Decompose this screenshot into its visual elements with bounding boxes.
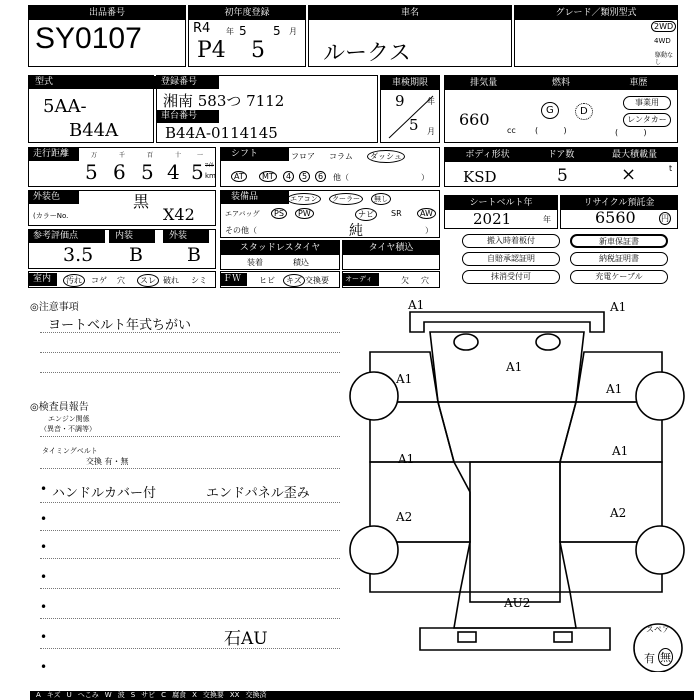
- displacement-unit: cc: [507, 126, 516, 135]
- equip-cooler: クーラー: [329, 193, 363, 205]
- lot-label: 出品番号: [29, 6, 185, 20]
- damage-hood: A1: [506, 360, 523, 374]
- model-box: [28, 75, 154, 143]
- bullet-3: •: [40, 540, 48, 554]
- fw-replace: 交換要: [305, 276, 329, 285]
- studless-loaded: 積込: [293, 258, 309, 267]
- seatbelt-box: [444, 195, 558, 229]
- legend-8: C: [161, 691, 167, 699]
- damage-front-bumper-left: A1: [408, 298, 425, 312]
- car-name: ルークス: [323, 41, 411, 66]
- equip-pw: PW: [295, 208, 314, 219]
- rear-bumper: [420, 628, 610, 650]
- paper-3: 納税証明書: [570, 252, 668, 266]
- body-value: KSD: [463, 168, 497, 186]
- roof: [470, 462, 560, 602]
- bullet-2: •: [40, 512, 48, 526]
- fw-crack: ヒビ: [259, 276, 275, 285]
- equip-ps: PS: [271, 208, 287, 219]
- capacity-unit: t: [669, 164, 673, 173]
- legend-4: W: [104, 691, 112, 699]
- color-no-value: X42: [163, 205, 195, 224]
- exterior-grade-label: 外装: [163, 230, 209, 243]
- shift-4: 4: [283, 171, 294, 182]
- studless-mounted: 装着: [247, 258, 263, 267]
- first-reg-year-typed: 5: [239, 24, 247, 38]
- mileage-digit-label-0: 万: [91, 152, 98, 159]
- shift-dash: ダッシュ: [367, 150, 405, 163]
- first-reg-year-hw: P4: [197, 38, 226, 63]
- damage-left-front: A1: [396, 372, 413, 386]
- car-name-label: 車名: [309, 6, 511, 20]
- equipment-label: 装備品: [221, 191, 289, 204]
- inspector-line-1: [40, 468, 340, 469]
- damage-left-door: A1: [398, 452, 415, 466]
- wheel-front-right: [636, 372, 684, 420]
- inspector-line-4: [40, 558, 340, 559]
- legend-1: キズ: [46, 691, 61, 699]
- legend-5: 波: [117, 691, 125, 699]
- displacement-label: 排気量: [470, 78, 498, 88]
- capacity-value: ×: [621, 164, 637, 185]
- interior-state-box: [28, 271, 216, 288]
- shift-5: 5: [299, 171, 310, 182]
- fuel-d: D: [575, 103, 593, 120]
- spec-header: [445, 76, 677, 90]
- exterior-grade-value: B: [187, 244, 201, 266]
- notes-line-1: [40, 332, 340, 333]
- grade-label: グレード／類別型式: [515, 6, 677, 20]
- drive-4wd: 4WD: [654, 37, 671, 45]
- mileage-digit-label-3: 十: [175, 152, 182, 159]
- fuel-g: G: [541, 102, 559, 119]
- shift-label: シフト: [221, 148, 289, 161]
- notes-text: ヨートベルト年式ちがい: [48, 318, 192, 333]
- tail-lamp-left: [458, 632, 476, 642]
- mileage-digit-2: 5: [141, 160, 154, 184]
- spare-none: 無: [658, 648, 673, 666]
- mileage-digit-label-1: 千: [119, 152, 126, 159]
- paper-2: 自賠承認証明: [462, 252, 560, 266]
- fw-label: ＦＷ: [221, 273, 247, 286]
- bullet-4: •: [40, 570, 48, 584]
- history-label: 車歴: [629, 78, 648, 88]
- exterior-color-box: [28, 190, 216, 226]
- legend-12: XX: [229, 691, 240, 699]
- equip-other-value: 純: [349, 223, 363, 239]
- legend-11: 交換要: [202, 691, 224, 699]
- shift-box: [220, 147, 440, 187]
- shift-other: 他（: [333, 173, 349, 182]
- inspection-label: 車検期限: [381, 76, 439, 90]
- audio-label: オーディオ: [343, 273, 379, 286]
- paper-0: 搬入時着板付: [462, 234, 560, 248]
- doors-label: ドア数: [547, 150, 575, 160]
- legend-13: 交換済: [245, 691, 267, 699]
- bullet-7: •: [40, 660, 48, 674]
- paper-5: 充電ケーブル: [570, 270, 668, 284]
- drive-2wd: 2WD: [651, 21, 676, 32]
- interior-stain: シミ: [191, 276, 207, 285]
- notes-label: ◎注意事項: [30, 302, 79, 313]
- fuel-label: 燃料: [551, 78, 570, 88]
- inspection-year: 9: [395, 92, 405, 110]
- first-reg-year-unit: 年: [226, 27, 234, 36]
- legend-9: 腐食: [172, 691, 187, 699]
- wheel-front-left: [350, 372, 398, 420]
- registration-value: 湘南 583つ 7112: [163, 92, 285, 110]
- fw-scratch: キズ: [283, 274, 305, 287]
- headlight-right: [536, 334, 560, 350]
- registration-label: 登録番号: [157, 76, 219, 89]
- ref-grade-value: 3.5: [63, 244, 94, 266]
- recycle-box: [560, 195, 678, 229]
- inspection-year-unit: 年: [427, 97, 435, 106]
- shift-column: コラム: [329, 152, 353, 161]
- wheel-rear-left: [350, 526, 398, 574]
- shift-6: 6: [315, 171, 326, 182]
- equipment-box: [220, 190, 440, 238]
- notes-line-2: [40, 352, 340, 353]
- timing-label: タイミングベルト: [42, 447, 98, 455]
- inspector-label: ◎検査員報告: [30, 402, 89, 413]
- body-box: [444, 147, 678, 187]
- equip-aw: AW: [417, 208, 436, 219]
- damage-right-rear: A2: [610, 506, 627, 520]
- bullet-6: •: [40, 630, 48, 644]
- interior-grade-label: 内装: [109, 230, 155, 243]
- mileage-label: 走行距離: [29, 148, 79, 161]
- bullet-1: •: [40, 482, 48, 496]
- tail-lamp-right: [554, 632, 572, 642]
- audio-box: [342, 271, 440, 296]
- equip-other-close: ）: [425, 226, 433, 235]
- history-business: 事業用: [623, 96, 671, 110]
- era: R4: [193, 21, 211, 36]
- studless-label: スタッドレスタイヤ: [221, 241, 339, 255]
- equip-other-label: その他（: [225, 226, 257, 235]
- inspector-line-5: [40, 588, 340, 589]
- equip-sr: SR: [391, 209, 402, 218]
- legend-0: A: [36, 691, 41, 699]
- first-reg-month-hw: 5: [251, 38, 265, 63]
- legend-6: S: [130, 691, 136, 699]
- displacement-value: 660: [459, 110, 490, 129]
- interior-state-label: 室内: [29, 273, 57, 286]
- mileage-digit-label-4: 一: [197, 152, 204, 159]
- mileage-unit-km: km: [205, 172, 216, 180]
- seatbelt-label: シートベルト年: [445, 196, 557, 210]
- grade-box: [514, 5, 678, 67]
- audio-hole: 穴: [421, 276, 429, 285]
- inspector-signature: 石AU: [224, 629, 268, 649]
- first-reg-month-typed: 5: [273, 24, 281, 38]
- first-reg-label: 初年度登録: [189, 6, 305, 20]
- studless-box: [220, 240, 340, 270]
- grades-box: [28, 229, 216, 269]
- mileage-digit-4: 5: [191, 160, 204, 184]
- wheel-rear-right: [636, 526, 684, 574]
- inspector-line-6: [40, 618, 340, 619]
- interior-tear: 破れ: [163, 276, 179, 285]
- shift-mt: MT: [259, 171, 277, 182]
- capacity-label: 最大積載量: [611, 150, 657, 160]
- interior-scuff: スレ: [137, 274, 159, 287]
- car-damage-diagram: [340, 292, 692, 672]
- inspector-line-7: [40, 648, 340, 649]
- seatbelt-value: 2021: [473, 210, 512, 228]
- color-no-label: (カラーNo.: [33, 212, 69, 220]
- equip-navi: ナビ: [355, 208, 377, 221]
- bullet-5: •: [40, 600, 48, 614]
- drive-none: 駆動なし: [655, 52, 674, 66]
- interior-hole: 穴: [117, 276, 125, 285]
- legend-strip: [30, 691, 694, 700]
- body-label: ボディ形状: [465, 150, 510, 160]
- exterior-color-value: 黒: [133, 192, 150, 211]
- model-line2: B44A: [69, 120, 119, 141]
- front-bumper: [410, 312, 604, 332]
- mileage-digit-3: 4: [167, 160, 180, 184]
- recycle-unit: 円: [661, 214, 669, 223]
- paper-4: 抹消受付可: [462, 270, 560, 284]
- first-reg-month-unit: 月: [289, 27, 297, 36]
- audio-missing: 欠: [401, 276, 409, 285]
- seatbelt-unit: 年: [543, 215, 551, 224]
- spare-label: スペア: [646, 625, 670, 634]
- ref-grade-label: 参考評価点: [29, 230, 105, 243]
- inspection-month: 5: [409, 116, 419, 134]
- mileage-digit-label-2: 百: [147, 152, 154, 159]
- engine-sub: （異音・不調等）: [40, 425, 96, 433]
- tire-loading-label: タイヤ積込: [343, 241, 439, 255]
- damage-front-bumper-right: A1: [610, 300, 627, 314]
- spec-box: [444, 75, 678, 143]
- inspector-note-2: エンドパネル歪み: [206, 486, 310, 501]
- car-name-box: [308, 5, 512, 67]
- model-label: 型式: [29, 76, 161, 89]
- mileage-digit-0: 5: [85, 160, 98, 184]
- exterior-color-label: 外装色: [29, 191, 79, 204]
- shift-other-close: ）: [421, 173, 429, 182]
- interior-grade-value: B: [129, 244, 143, 266]
- windshield: [438, 402, 576, 462]
- tire-loading-box: [342, 240, 440, 270]
- registration-box: [156, 75, 378, 143]
- fuel-paren: ( ): [535, 126, 567, 135]
- damage-right-front: A1: [606, 382, 623, 396]
- legend-3: へこみ: [77, 691, 99, 699]
- doors-value: 5: [557, 166, 568, 186]
- legend-2: U: [66, 691, 72, 699]
- history-rental: レンタカー: [623, 113, 671, 127]
- body-header: [445, 148, 677, 162]
- paper-1: 新車保証書: [570, 234, 668, 248]
- engine-label: エンジン関係: [48, 415, 90, 423]
- notes-line-3: [40, 372, 340, 373]
- chassis-value: B44A-0114145: [165, 124, 278, 142]
- inspector-line-3: [40, 530, 340, 531]
- interior-dirt: 汚れ: [63, 274, 85, 287]
- equip-airbag: エアバッグ: [225, 210, 260, 218]
- lot-number-box: [28, 5, 186, 67]
- damage-right-door: A1: [612, 444, 629, 458]
- damage-left-rear: A2: [396, 510, 413, 524]
- chassis-label: 車台番号: [157, 110, 219, 123]
- model-line1: 5AA-: [43, 96, 87, 117]
- inspector-note-1: ハンドルカバー付: [52, 486, 157, 501]
- first-registration-box: [188, 5, 306, 67]
- inspector-line-2: [40, 502, 340, 503]
- equip-aircon: エアコン: [287, 193, 321, 205]
- legend-10: X: [192, 691, 197, 699]
- interior-burn: コゲ: [91, 276, 107, 285]
- recycle-value: 6560: [595, 208, 636, 227]
- inspection-box: [380, 75, 440, 143]
- history-paren: ( ): [615, 128, 647, 137]
- timing-sub: 交換 有・無: [86, 457, 129, 466]
- lot-number: SY0107: [35, 22, 142, 55]
- headlight-left: [454, 334, 478, 350]
- equip-none: 無し: [371, 193, 391, 205]
- shift-at: AT: [231, 171, 247, 182]
- mileage-digit-1: 6: [113, 160, 126, 184]
- legend-7: サビ: [141, 691, 156, 699]
- mileage-unit-mile: ﾏｲﾙ: [205, 162, 215, 169]
- fw-box: [220, 271, 340, 288]
- mileage-box: [28, 147, 216, 187]
- inspection-month-unit: 月: [427, 127, 435, 136]
- inspector-line-0: [40, 436, 340, 437]
- shift-floor: フロア: [291, 152, 315, 161]
- damage-rear-gate: AU2: [504, 596, 531, 610]
- spare-yes: 有: [644, 652, 655, 665]
- recycle-label: リサイクル預託金: [561, 196, 677, 210]
